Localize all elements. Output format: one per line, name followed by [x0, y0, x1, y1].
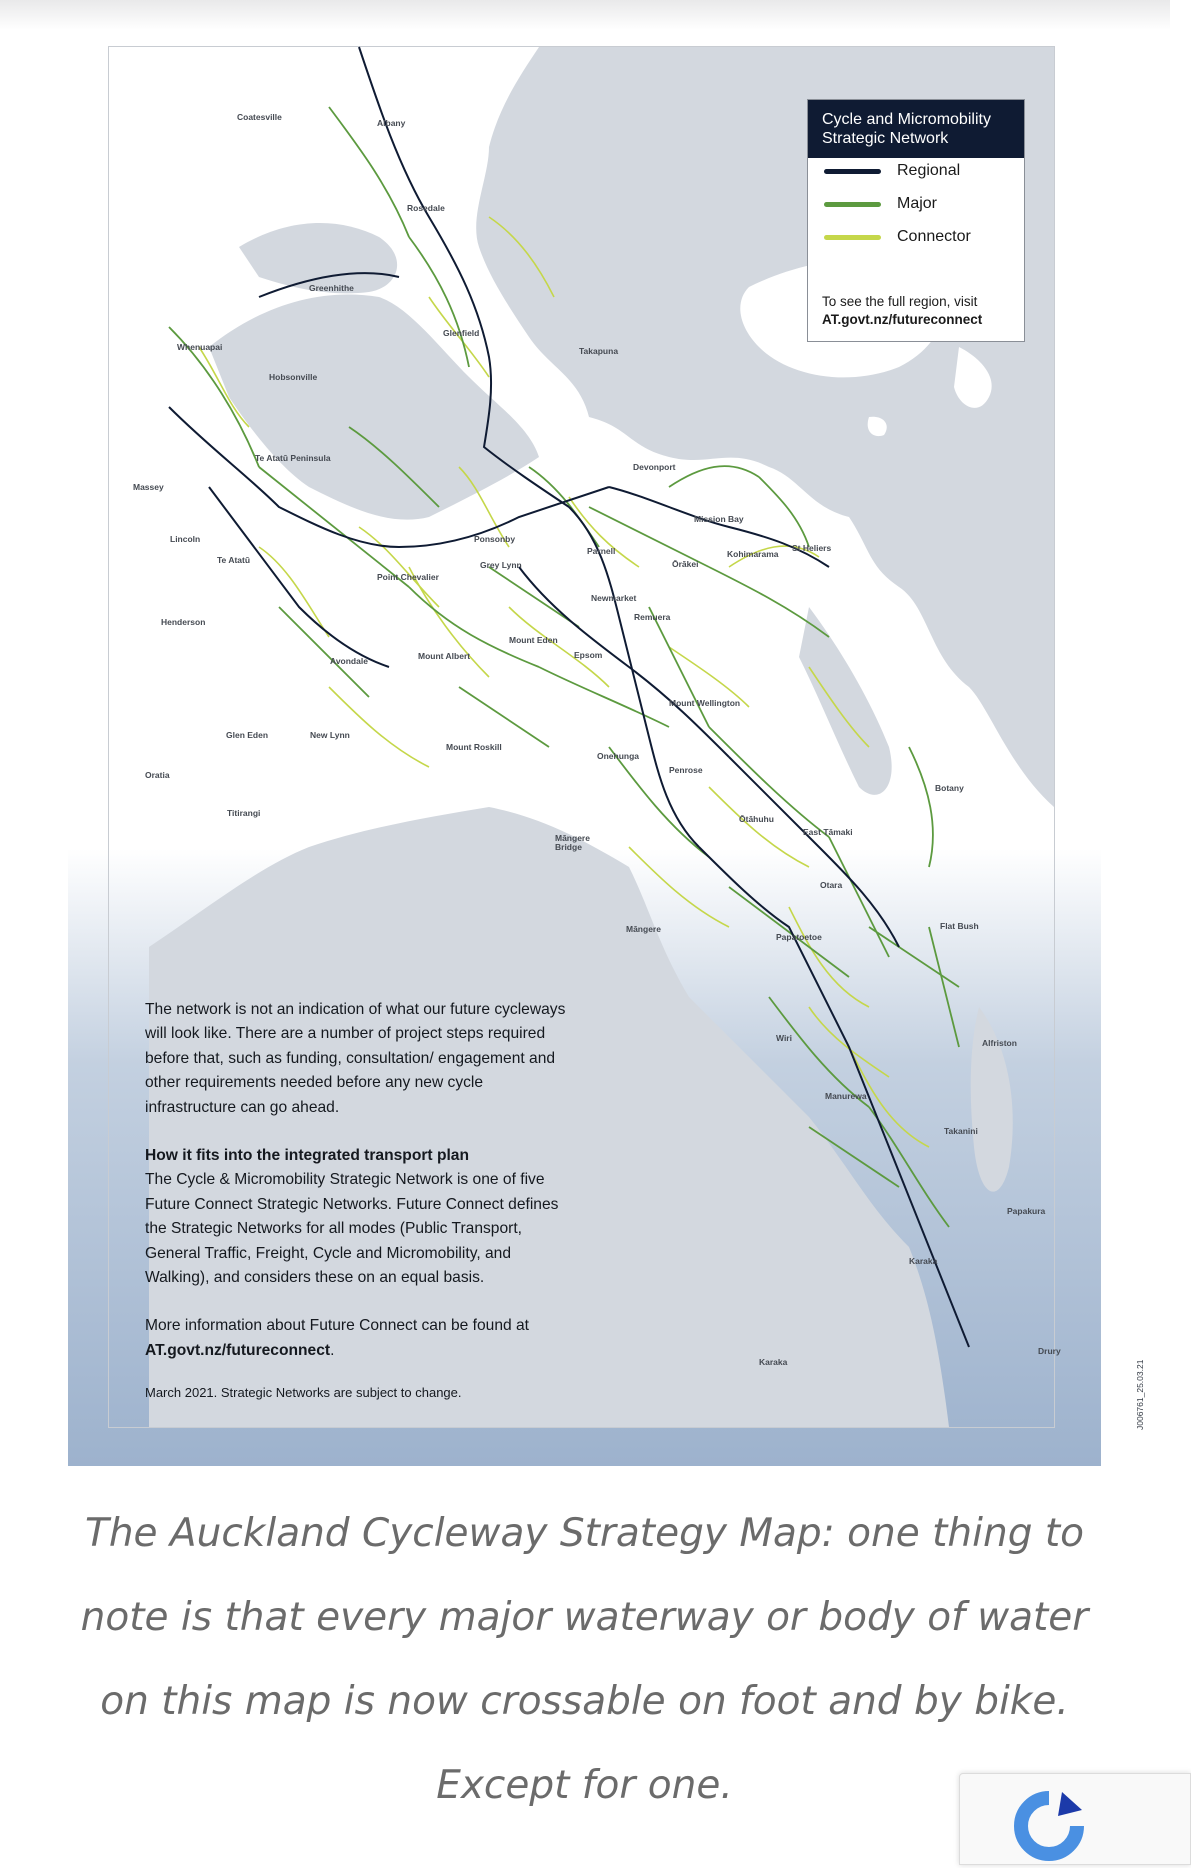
tamaki-estuary — [799, 607, 892, 795]
place-label: Titirangi — [227, 808, 261, 818]
place-label: Botany — [935, 783, 964, 793]
place-label: Glen Eden — [226, 730, 269, 740]
recaptcha-icon — [1014, 1788, 1084, 1868]
place-label: Takapuna — [579, 346, 619, 356]
place-label: New Lynn — [310, 730, 350, 740]
place-label: Coatesville — [237, 112, 282, 122]
date-note: March 2021. Strategic Networks are subject to change. — [145, 1385, 462, 1401]
place-label: Massey — [133, 482, 164, 492]
place-label: Albany — [377, 118, 406, 128]
inlet-east — [971, 1007, 1013, 1192]
place-label: Mount Wellington — [669, 698, 741, 708]
legend-note-text: To see the full region, visit — [822, 294, 978, 309]
place-label: Drury — [1038, 1346, 1061, 1356]
legend-item-connector — [824, 226, 971, 248]
place-label: Ōrākei — [672, 559, 699, 569]
place-label: Mount Eden — [509, 635, 558, 645]
disclaimer-text: The network is not an indication of what our future cycleways will look like. There are a number of project steps required before that, such as funding, consultation/ engagement and other requirements needed before any new cycle infrastructure can go ahead. — [145, 1001, 566, 1116]
legend-label-regional: Regional — [897, 162, 961, 179]
legend-swatch-connector — [824, 235, 881, 240]
integration-block — [145, 1144, 575, 1290]
place-label: Glenfield — [443, 328, 480, 338]
place-label: Māngere Bridge — [555, 833, 590, 852]
recaptcha-badge[interactable] — [959, 1773, 1191, 1865]
place-label: Papatoetoe — [776, 932, 822, 942]
place-label: Alfriston — [982, 1038, 1017, 1048]
place-label: Greenhithe — [309, 283, 354, 293]
place-label: Ponsonby — [474, 534, 516, 544]
map-figure — [68, 30, 1145, 1466]
legend-note — [822, 293, 982, 329]
legend-link[interactable]: AT.govt.nz/futureconnect — [822, 312, 983, 327]
place-label: East Tāmaki — [803, 827, 853, 837]
place-label: Takanini — [944, 1126, 978, 1136]
place-label: Kohimarama — [727, 549, 779, 559]
place-label: Lincoln — [170, 534, 201, 544]
place-label: Te Atatū Peninsula — [255, 453, 331, 463]
place-label: Mission Bay — [694, 514, 744, 524]
place-label: Henderson — [161, 617, 206, 627]
place-label: Karaka — [909, 1256, 938, 1266]
place-label: Māngere — [626, 924, 661, 934]
place-label: Oratia — [145, 770, 170, 780]
place-label: Ōtāhuhu — [739, 814, 774, 824]
legend-item-regional — [824, 160, 960, 182]
place-label: Devonport — [633, 462, 676, 472]
top-shadow — [0, 0, 1170, 30]
place-label: Avondale — [330, 656, 368, 666]
place-label: Grey Lynn — [480, 560, 522, 570]
legend-swatch-major — [824, 202, 881, 207]
place-label: Newmarket — [591, 593, 637, 603]
place-label: Mount Roskill — [446, 742, 502, 752]
legend-item-major — [824, 193, 937, 215]
legend-label-connector: Connector — [897, 228, 971, 245]
place-label: Karaka — [759, 1357, 788, 1367]
document-id: J006761_25.03.21 — [1135, 1359, 1145, 1430]
place-label: St Heliers — [792, 543, 832, 553]
place-label: Hobsonville — [269, 372, 318, 382]
more-info-block — [145, 1314, 575, 1363]
place-label: Point Chevalier — [377, 572, 439, 582]
map-legend — [807, 99, 1025, 342]
figure-caption: The Auckland Cycleway Strategy Map: one thing to note is that every major waterway or body of water on this map is now crossable on foot and by bike. Except for one. — [80, 1511, 1089, 1808]
place-label: Te Atatū — [217, 555, 251, 565]
more-info-suffix: . — [330, 1341, 335, 1359]
place-label: Whenuapai — [177, 342, 223, 352]
place-label: Parnell — [587, 546, 616, 556]
more-info-link[interactable]: AT.govt.nz/futureconnect — [145, 1341, 331, 1359]
place-label: Otara — [820, 880, 843, 890]
place-label: Mount Albert — [418, 651, 471, 661]
place-label: Wiri — [776, 1033, 792, 1043]
place-label: Remuera — [634, 612, 671, 622]
integration-body: The Cycle & Micromobility Strategic Network is one of five Future Connect Strategic Networks. Future Connect defines the Strategic Networks for all modes (Public Transport, General Traffic, Freight, Cycle and Micromobility, and Walking), and considers these on an equal basis. — [145, 1171, 559, 1287]
place-label: Manurewa — [825, 1091, 867, 1101]
legend-title: Cycle and Micromobility Strategic Network — [808, 100, 1024, 158]
place-label: Epsom — [574, 650, 603, 660]
place-label: Papakura — [1007, 1206, 1046, 1216]
legend-label-major: Major — [897, 195, 938, 212]
place-label: Penrose — [669, 765, 703, 775]
place-label: Flat Bush — [940, 921, 979, 931]
place-label: Rosedale — [407, 203, 445, 213]
more-info-text: More information about Future Connect can be found at — [145, 1317, 530, 1335]
map-notes — [145, 998, 575, 1430]
legend-swatch-regional — [824, 169, 881, 174]
integration-heading: How it fits into the integrated transport plan — [145, 1147, 470, 1165]
place-label: Onehunga — [597, 751, 640, 761]
